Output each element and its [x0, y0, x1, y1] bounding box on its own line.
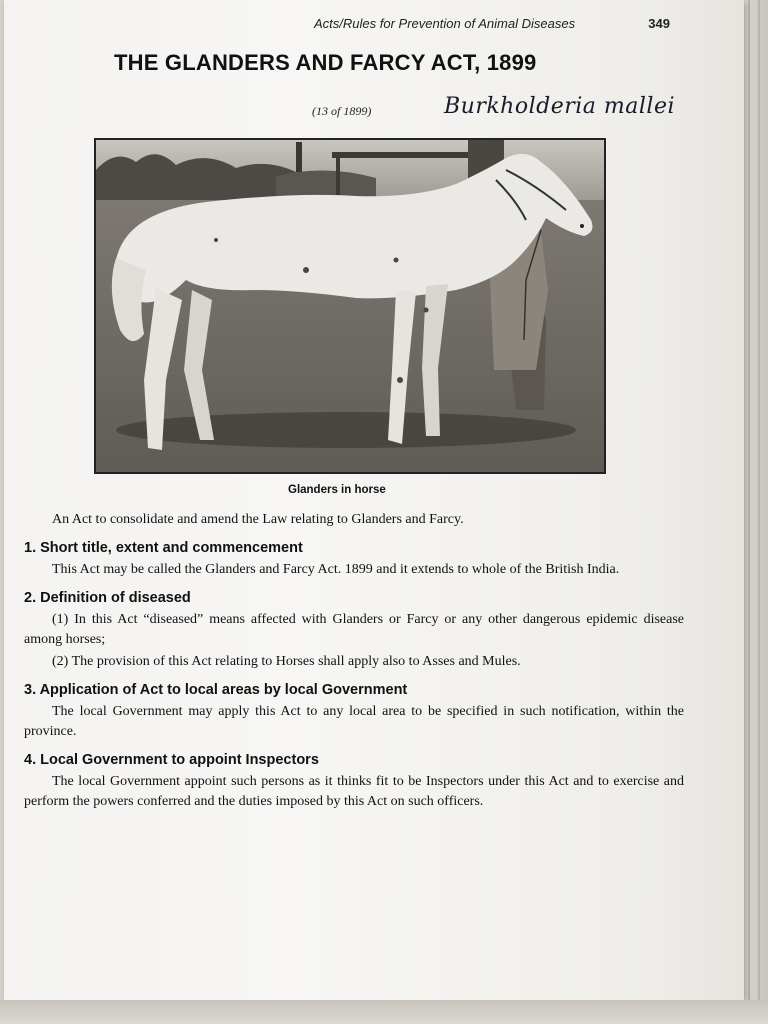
section-paragraph: The local Government appoint such persons as it thinks fit to be Inspectors under this Act and to exercise and perform the powers conferred and the duties imposed by this Act on such officers. — [24, 774, 684, 809]
desk-surface — [0, 1000, 768, 1024]
section-paragraph: (2) The provision of this Act relating to Horses shall apply also to Asses and Mules. — [52, 654, 521, 669]
horse-photo — [94, 138, 606, 474]
section-paragraph: The local Government may apply this Act to any local area to be specified in such notification, within the province. — [24, 704, 684, 739]
section-heading: 4. Local Government to appoint Inspectors — [24, 752, 319, 768]
handwritten-note: Burkholderia mallei — [444, 94, 676, 119]
section-1 — [24, 540, 684, 580]
section-heading: 2. Definition of diseased — [24, 590, 191, 606]
page-edge — [748, 0, 750, 1024]
section-paragraph: (1) In this Act “diseased” means affected with Glanders or Farcy or any other dangerous epidemic disease among horses; — [24, 612, 684, 647]
act-body — [24, 512, 684, 822]
section-2 — [24, 590, 684, 672]
horse-photo-graphic — [96, 140, 604, 472]
section-4 — [24, 752, 684, 812]
running-head-title: Acts/Rules for Prevention of Animal Diseases — [314, 16, 576, 31]
book-page — [4, 0, 744, 1000]
section-heading: 3. Application of Act to local areas by local Government — [24, 682, 408, 698]
page-edge — [758, 0, 760, 1024]
act-preamble: An Act to consolidate and amend the Law relating to Glanders and Farcy. — [52, 512, 464, 527]
act-number: (13 of 1899) — [312, 104, 372, 118]
page-number: 349 — [648, 16, 670, 31]
section-paragraph: This Act may be called the Glanders and Farcy Act. 1899 and it extends to whole of the British India. — [52, 562, 620, 577]
section-heading: 1. Short title, extent and commencement — [24, 540, 303, 556]
act-title: THE GLANDERS AND FARCY ACT, 1899 — [114, 50, 537, 75]
figure-caption: Glanders in horse — [288, 484, 386, 496]
running-head — [314, 16, 674, 31]
section-3 — [24, 682, 684, 742]
